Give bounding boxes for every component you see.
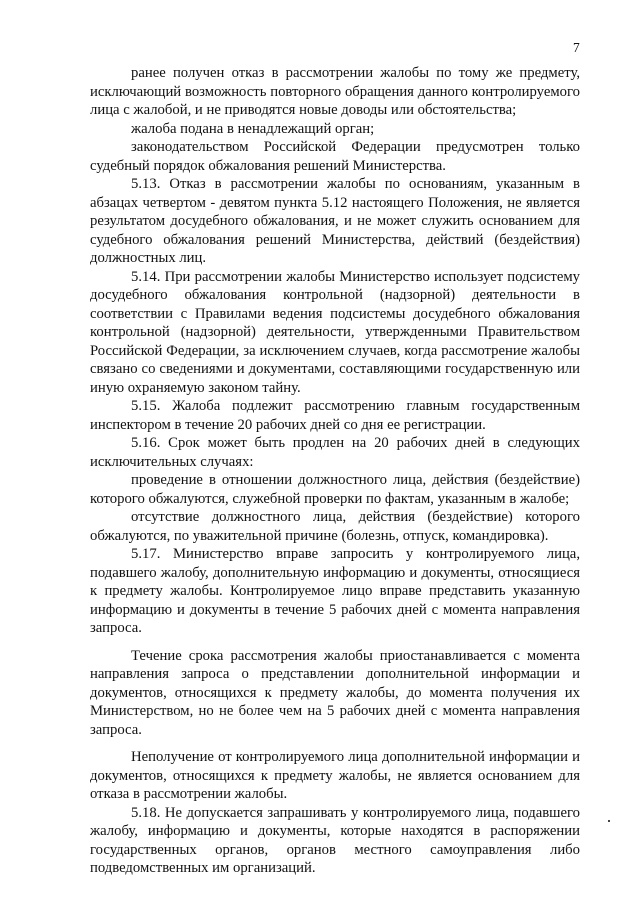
page-number: 7 [573, 40, 580, 55]
paragraph-5-15: 5.15. Жалоба подлежит рассмотрению главным государственным инспектором в течение 20 рабочих дней со дня ее регистрации. [90, 398, 580, 433]
paragraph-5-18: 5.18. Не допускается запрашивать у контролируемого лица, подавшего жалобу, информацию и документы, которые находятся в распоряжении государственных органов, органов местного самоуправления либо подведомственных им организаций. [90, 804, 580, 876]
paragraph-non-receipt: Неполучение от контролируемого лица дополнительной информации и документов, относящихся к предмету жалобы, не является основанием для отказа в рассмотрении жалобы. [90, 749, 580, 802]
scan-speck [608, 820, 610, 822]
document-body [90, 64, 580, 878]
paragraph-5-17: 5.17. Министерство вправе запросить у контролируемого лица, подавшего жалобу, дополнительную информацию и документы, относящиеся к предмету жалобы. Контролируемое лицо вправе представить указанную информацию и документы в течение 5 рабочих дней с момента направления запроса. [90, 546, 580, 636]
paragraph-refusal-repeat: ранее получен отказ в рассмотрении жалобы по тому же предмету, исключающий возможность повторного обращения данного контролируемого лица с жалобой, и не приводятся новые доводы или обстоятельства; [90, 65, 580, 118]
paragraph-5-16: 5.16. Срок может быть продлен на 20 рабочих дней в следующих исключительных случаях: [90, 435, 580, 470]
paragraph-5-16-case-inspection: проведение в отношении должностного лица, действия (бездействие) которого обжалуются, служебной проверки по фактам, указанным в жалобе; [90, 472, 580, 507]
paragraph-improper-body: жалоба подана в ненадлежащий орган; [131, 120, 375, 137]
paragraph-5-16-case-absence: отсутствие должностного лица, действия (бездействие) которого обжалуются, по уважительной причине (болезнь, отпуск, командировка). [90, 509, 580, 544]
paragraph-5-14: 5.14. При рассмотрении жалобы Министерство использует подсистему досудебного обжалования контрольной (надзорной) деятельности в соответствии с Правилами ведения подсистемы досудебного обжалования контрольной (надзорной) деятельности, утвержденными Правительством Российской Федерации, за исключением случаев, когда рассмотрение жалобы связано со сведениями и документами, составляющими государственную или иную охраняемую законом тайну. [90, 268, 580, 396]
paragraph-judicial-only: законодательством Российской Федерации предусмотрен только судебный порядок обжалования решений Министерства. [90, 139, 580, 174]
paragraph-5-13: 5.13. Отказ в рассмотрении жалобы по основаниям, указанным в абзацах четвертом - девятом пункта 5.12 настоящего Положения, не является результатом досудебного обжалования, и не может служить основанием для судебного обжалования решений Министерства, действий (бездействия) должностных лиц. [90, 176, 580, 266]
paragraph-term-suspension: Течение срока рассмотрения жалобы приостанавливается с момента направления запроса о представлении дополнительной информации и документов, относящихся к предмету жалобы, до момента получения их Министерством, но не более чем на 5 рабочих дней с момента направления запроса. [90, 647, 580, 738]
